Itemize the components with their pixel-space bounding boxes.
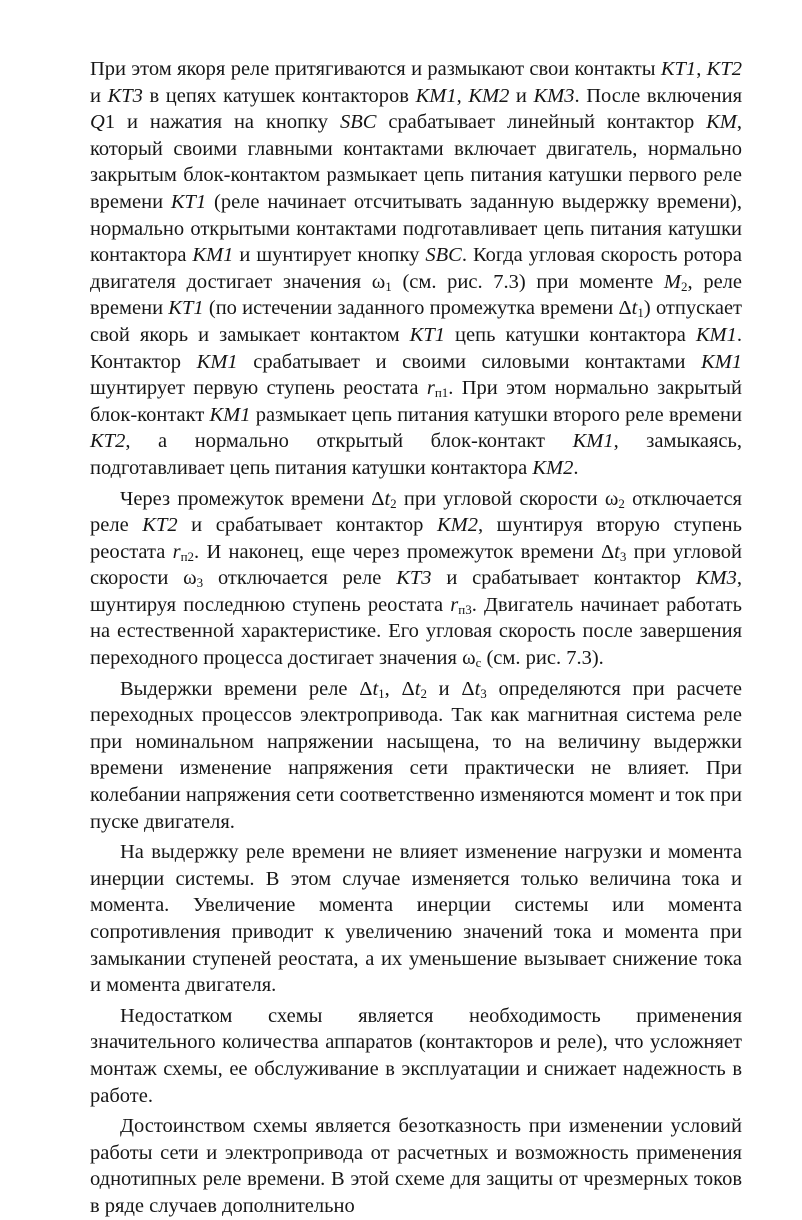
- paragraph-2: Через промежуток времени $\Delta t_2$ при угловой скорости $\omega_2$ отключается реле KT2 и срабатывает контактор KM2, шунтируя вторую ступень реостата $r_{п2}$. И наконец, еще через промежуток времени $\Delta t_3$ при угловой скорости $\omega_3$ отключается реле KT3 и срабатывает контактор KM3, шунтируя последнюю ступень реостата $r_{п3}$. Двигатель начинает работать на естественной характеристике. Его угловая скорость после завершения переходного процесса достигает значения $\omega_с$ (см. рис. 7.3).: [90, 487, 742, 671]
- paragraph-1: При этом якоря реле притягиваются и размыкают свои контакты KT1, KT2 и KT3 в цепях катушек контакторов KM1, KM2 и KM3. После включения Q1 и нажатия на кнопку SBC срабатывает линейный контактор KM, который своими главными контактами включает двигатель, нормально закрытым блок-контактом размыкает цепь питания катушки первого реле времени KT1 (реле начинает отсчитывать заданную выдержку времени), нормально открытыми контактами подготавливает цепь питания катушки контактора KM1 и шунтирует кнопку SBC. Когда угловая скорость ротора двигателя достигает значения $\omega_1$ (см. рис. 7.3) при моменте $M_2$, реле времени KT1 (по истечении заданного промежутка времени $\Delta t_1$) отпускает свой якорь и замыкает контактом KT1 цепь катушки контактора KM1. Контактор KM1 срабатывает и своими силовыми контактами KM1 шунтирует первую ступень реостата $r_{п1}$. При этом нормально закрытый блок-контакт KM1 размыкает цепь питания катушки второго реле времени KT2, а нормально открытый блок-контакт KM1, замыкаясь, подготавливает цепь питания катушки контактора KM2.: [90, 58, 743, 479]
- paragraph-3: Выдержки времени реле $\Delta t_1$, $\Delta t_2$ и $\Delta t_3$ определяются при расчете переходных процессов электропривода. Так как магнитная система реле при номинальном напряжении насыщена, то на величину выдержки времени изменение напряжения сети практически не влияет. При колебании напряжения сети соответственно изменяются момент и ток при пуске двигателя.: [90, 677, 743, 833]
- paragraph-6: Достоинством схемы является безотказность при изменении условий работы сети и электропривода от расчетных и возможность применения однотипных реле времени. В этой схеме для защиты от чрезмерных токов в ряде случаев дополнительно: [90, 1115, 742, 1217]
- paragraph-5: Недостатком схемы является необходимость применения значительного количества аппаратов (контакторов и реле), что усложняет монтаж схемы, ее обслуживание в эксплуатации и снижает надежность в работе.: [90, 1004, 742, 1107]
- paragraph-4: На выдержку реле времени не влияет изменение нагрузки и момента инерции системы. В этом случае изменяется только величина тока и момента. Увеличение момента инерции системы или момента сопротивления приводит к увеличению значений тока и момента при замыкании ступеней реостата, а их уменьшение вызывает снижение тока и момента двигателя.: [90, 841, 742, 997]
- document-page: [90, 56, 742, 1220]
